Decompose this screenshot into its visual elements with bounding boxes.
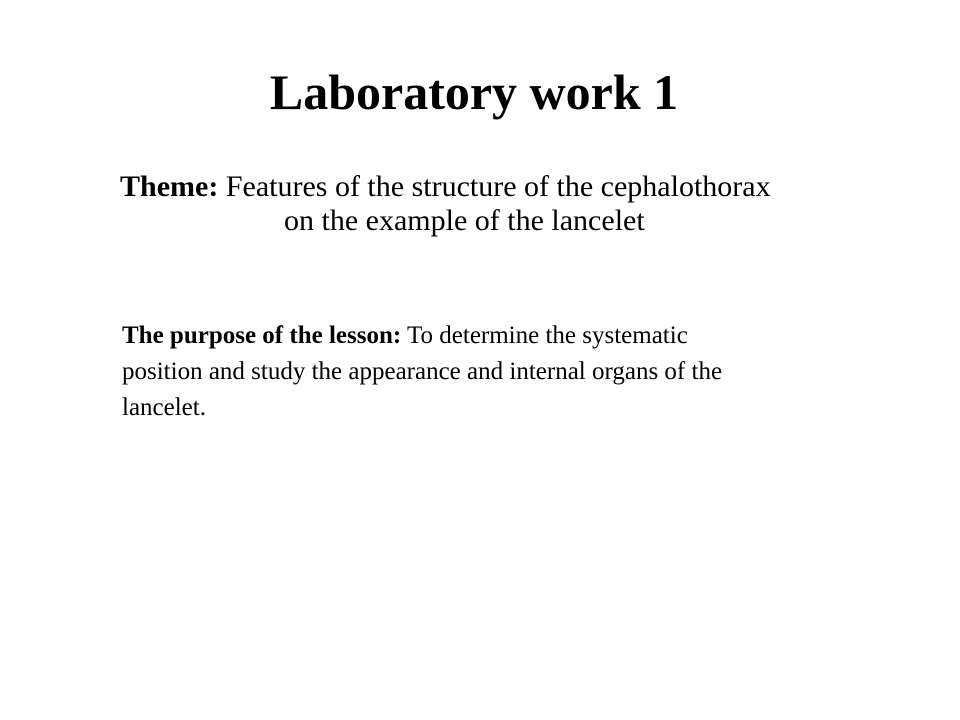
purpose-paragraph [122,318,902,426]
purpose-line-3: lancelet. [122,394,206,421]
purpose-line-1 [122,318,902,354]
theme-label: Theme: [120,170,219,203]
slide-title-text: Laboratory work 1 [269,64,679,120]
theme-paragraph [120,170,920,238]
theme-text-1: Features of the structure of the cephalothorax [225,170,771,203]
purpose-label: The purpose of the lesson: [122,322,402,349]
theme-line-1 [120,170,920,204]
theme-line-2: on the example of the lancelet [284,204,645,237]
slide-title [0,62,960,122]
purpose-text-1: To determine the systematic [407,322,688,349]
purpose-line-2: position and study the appearance and internal organs of the [122,358,723,385]
